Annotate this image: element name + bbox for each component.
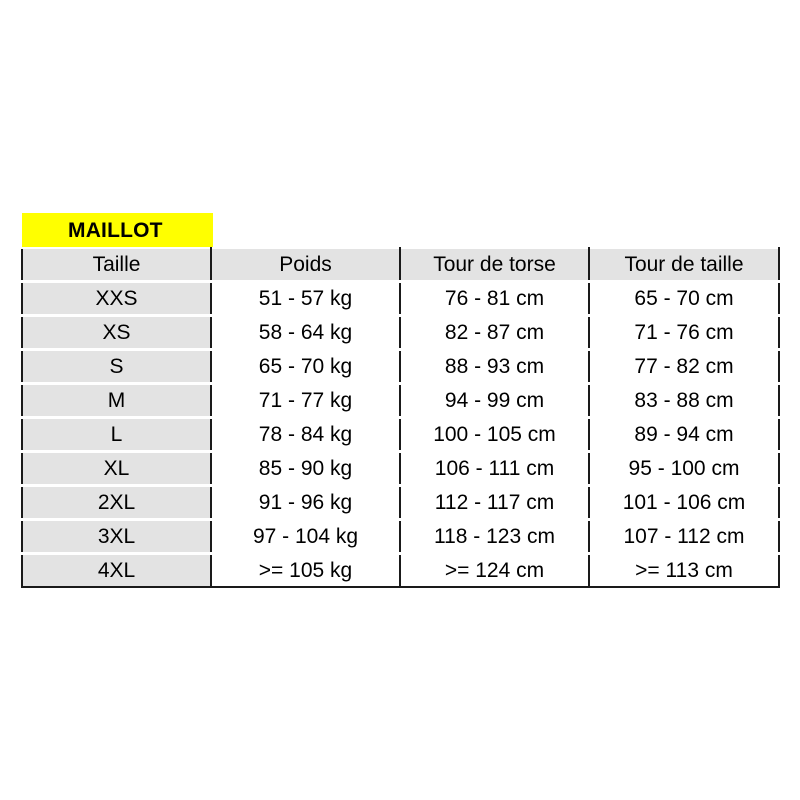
table-row (22, 520, 779, 554)
table-title: MAILLOT (22, 213, 213, 248)
header-taille: Taille (22, 248, 211, 282)
size-cell: L (22, 418, 211, 452)
waist-cell: 71 - 76 cm (589, 316, 779, 350)
size-cell: 3XL (22, 520, 211, 554)
table-row (22, 350, 779, 384)
header-row (22, 248, 779, 282)
weight-cell: 97 - 104 kg (211, 520, 400, 554)
chest-cell: 88 - 93 cm (400, 350, 589, 384)
chest-cell: 106 - 111 cm (400, 452, 589, 486)
table-row (22, 452, 779, 486)
table-row (22, 316, 779, 350)
table-row (22, 418, 779, 452)
waist-cell: >= 113 cm (589, 554, 779, 588)
weight-cell: 51 - 57 kg (211, 282, 400, 316)
table-row (22, 486, 779, 520)
size-cell: M (22, 384, 211, 418)
size-cell: S (22, 350, 211, 384)
chest-cell: 76 - 81 cm (400, 282, 589, 316)
chest-cell: 82 - 87 cm (400, 316, 589, 350)
waist-cell: 101 - 106 cm (589, 486, 779, 520)
table-row (22, 384, 779, 418)
waist-cell: 89 - 94 cm (589, 418, 779, 452)
header-tour-de-torse: Tour de torse (400, 248, 589, 282)
chest-cell: 118 - 123 cm (400, 520, 589, 554)
size-cell: XXS (22, 282, 211, 316)
header-tour-de-taille: Tour de taille (589, 248, 779, 282)
header-poids: Poids (211, 248, 400, 282)
chest-cell: >= 124 cm (400, 554, 589, 588)
weight-cell: 58 - 64 kg (211, 316, 400, 350)
size-cell: 2XL (22, 486, 211, 520)
chest-cell: 100 - 105 cm (400, 418, 589, 452)
waist-cell: 107 - 112 cm (589, 520, 779, 554)
weight-cell: 78 - 84 kg (211, 418, 400, 452)
weight-cell: 91 - 96 kg (211, 486, 400, 520)
size-cell: XL (22, 452, 211, 486)
waist-cell: 95 - 100 cm (589, 452, 779, 486)
weight-cell: 71 - 77 kg (211, 384, 400, 418)
weight-cell: 65 - 70 kg (211, 350, 400, 384)
chest-cell: 94 - 99 cm (400, 384, 589, 418)
chest-cell: 112 - 117 cm (400, 486, 589, 520)
waist-cell: 83 - 88 cm (589, 384, 779, 418)
weight-cell: 85 - 90 kg (211, 452, 400, 486)
waist-cell: 65 - 70 cm (589, 282, 779, 316)
waist-cell: 77 - 82 cm (589, 350, 779, 384)
weight-cell: >= 105 kg (211, 554, 400, 588)
table-row (22, 282, 779, 316)
size-cell: 4XL (22, 554, 211, 588)
size-cell: XS (22, 316, 211, 350)
table-row (22, 554, 779, 588)
size-chart-table (21, 247, 780, 588)
